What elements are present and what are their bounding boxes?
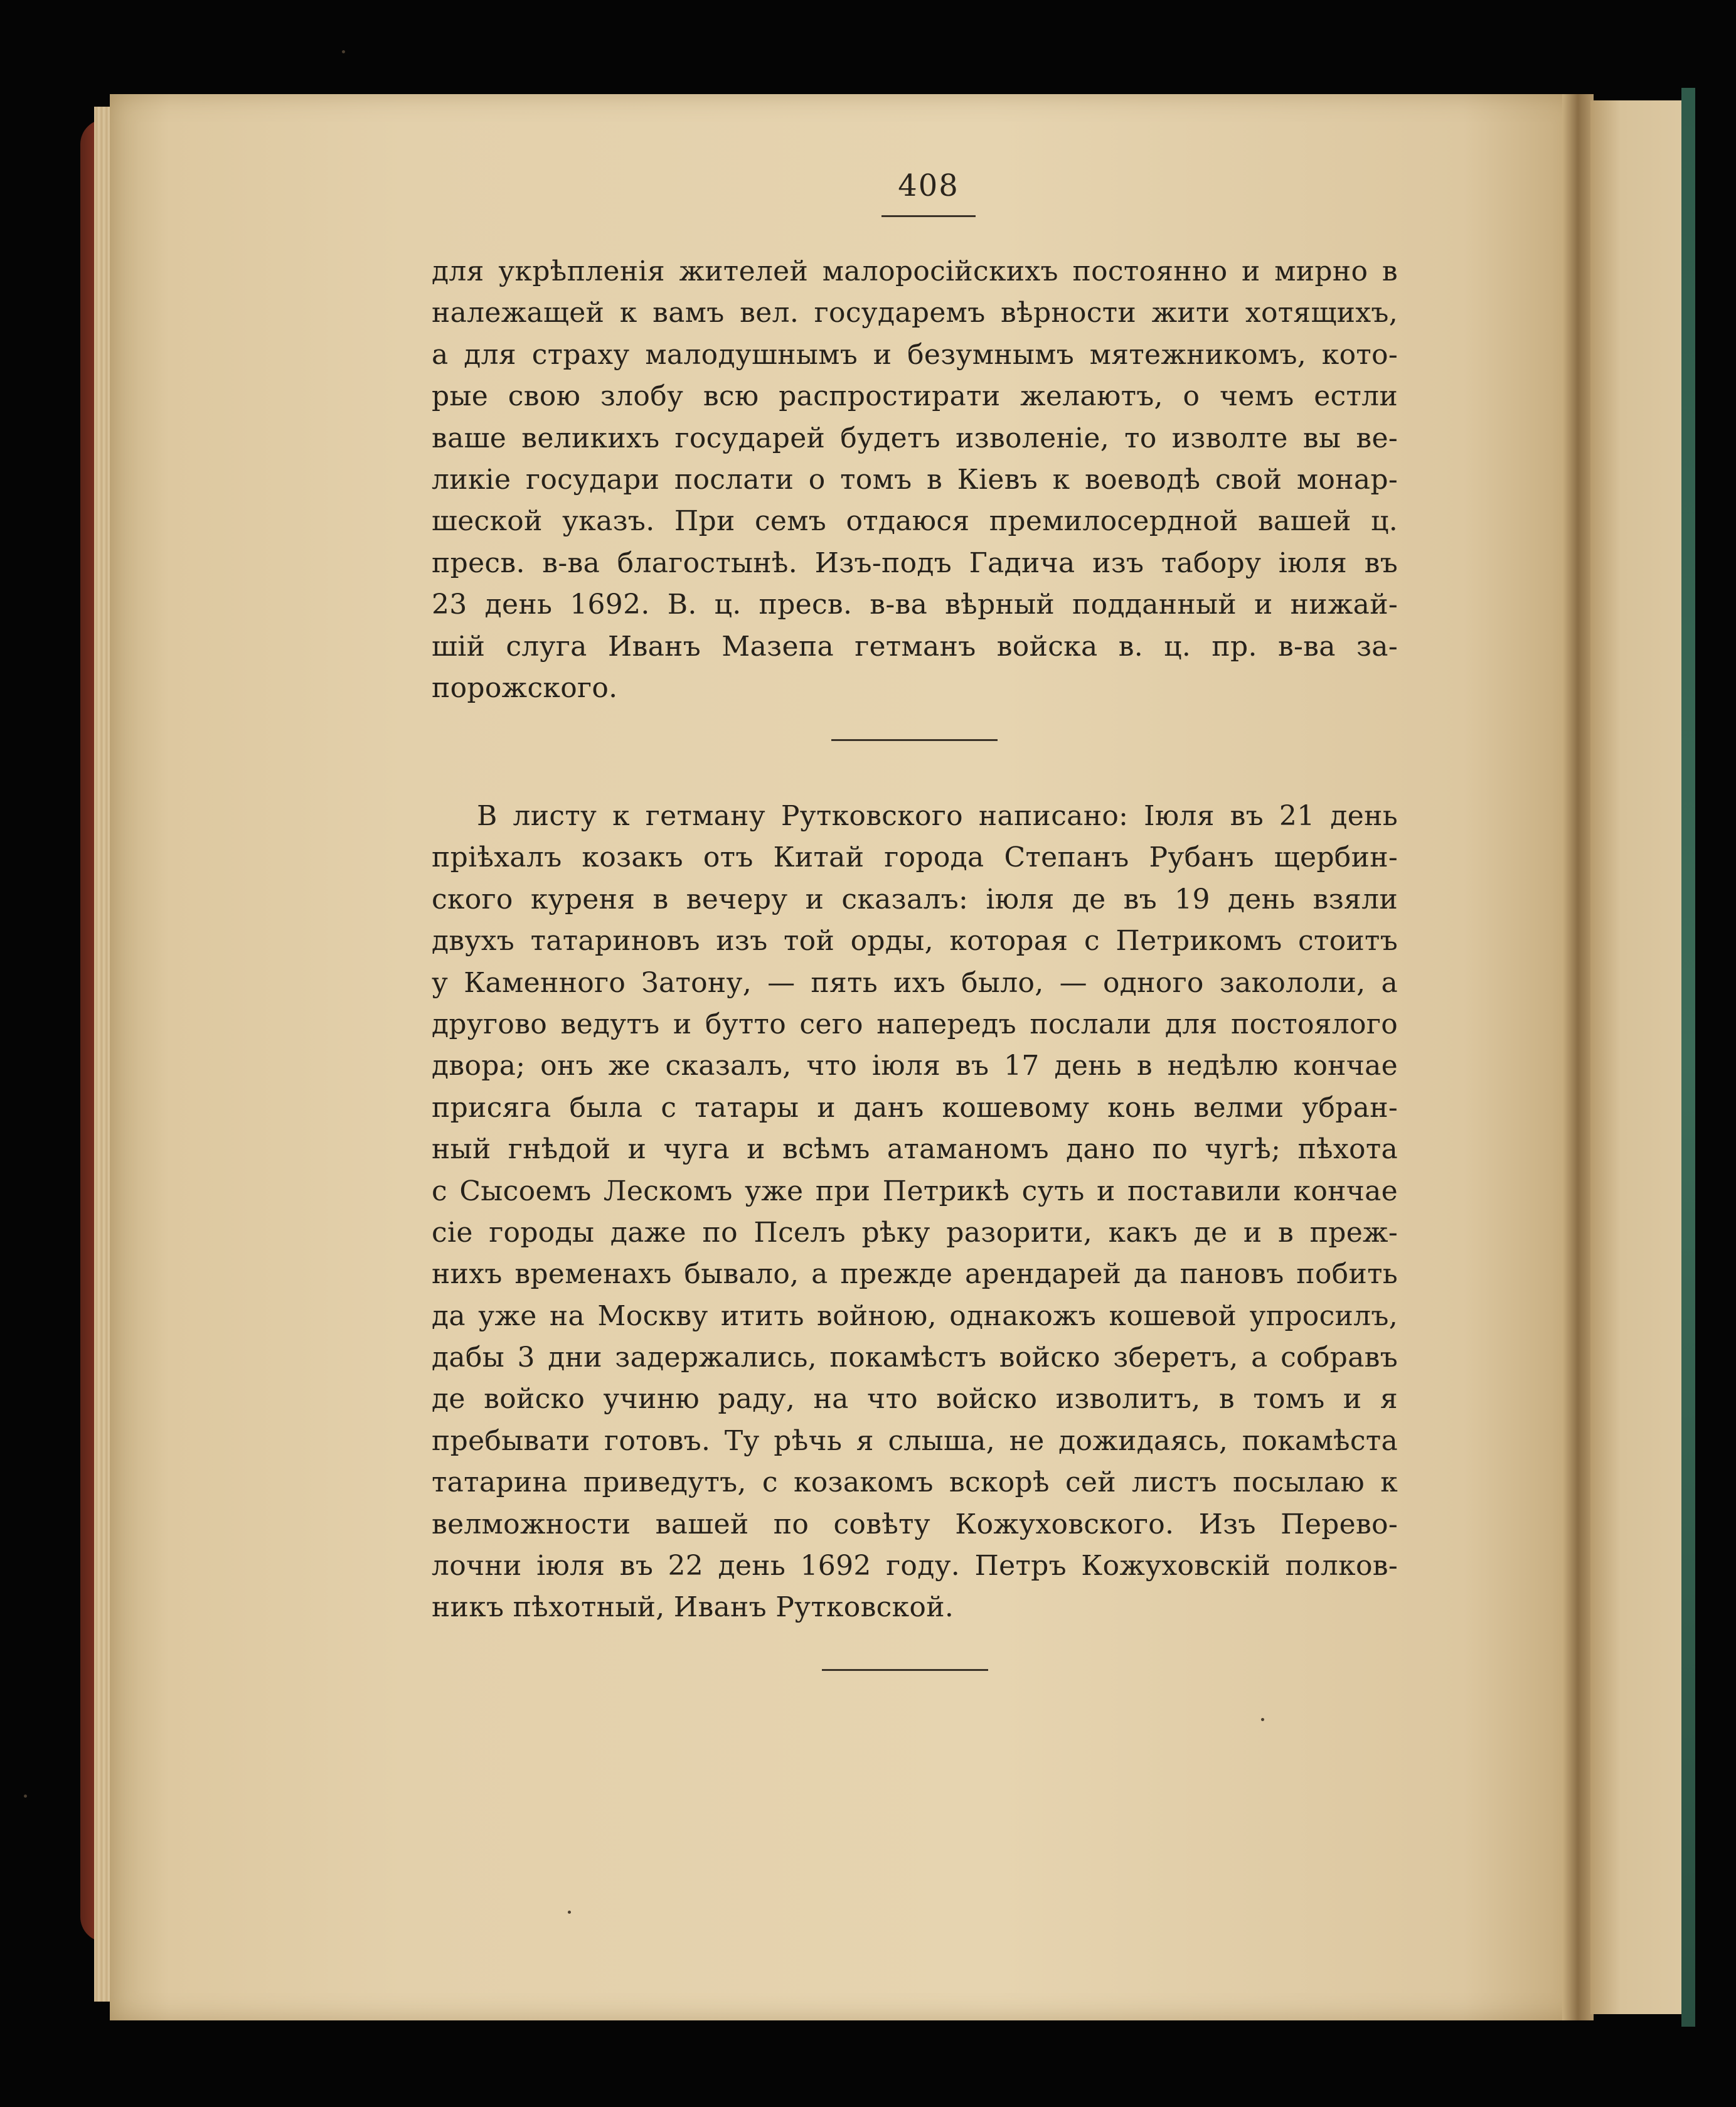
paragraph-letter-end	[432, 251, 1398, 709]
dust-speck	[24, 1795, 27, 1798]
book-binding	[1681, 88, 1695, 2027]
text-line: шеской указъ. При семъ отдаюся премилосердной вашей ц.	[432, 505, 1398, 538]
book-gutter	[1562, 94, 1594, 2020]
text-line: велможности вашей по совѣту Кожуховского. Изъ Перево-	[432, 1508, 1398, 1540]
dust-speck	[342, 50, 345, 53]
text-line: дабы 3 дни задержались, покамѣстъ войско зберетъ, а собравъ	[432, 1342, 1398, 1374]
text-line: татарина приведутъ, с козакомъ вскорѣ сей листъ посылаю к	[432, 1466, 1398, 1499]
text-line: пресв. в-ва благостынѣ. Изъ-подъ Гадича изъ табору іюля въ	[432, 547, 1398, 579]
text-line: рые свою злобу всю распростирати желаютъ, о чемъ естли	[432, 380, 1398, 413]
text-line: присяга была с татары и данъ кошевому конь велми убран-	[432, 1091, 1398, 1124]
text-line: лочни іюля въ 22 день 1692 году. Петръ Кожуховскій полков-	[432, 1550, 1398, 1582]
text-line: ликіе государи послати о томъ в Кіевъ к воеводѣ свой монар-	[432, 463, 1398, 496]
text-line: пребывати готовъ. Ту рѣчь я слыша, не дожидаясь, покамѣста	[432, 1424, 1398, 1457]
text-line: да уже на Москву итить войною, однакожъ кошевой упросилъ,	[432, 1299, 1398, 1332]
text-line: а для страху малодушнымъ и безумнымъ мятежникомъ, кото-	[432, 338, 1398, 371]
text-line: двора; онъ же сказалъ, что іюля въ 17 день в недѣлю кончае	[432, 1050, 1398, 1082]
text-line: другово ведутъ и бутто сего напередъ послали для постоялого	[432, 1008, 1398, 1040]
text-line: двухъ татариновъ изъ той орды, которая с Петрикомъ стоитъ	[432, 925, 1398, 957]
page-number-rule	[881, 215, 976, 217]
text-line: ского куреня в вечеру и сказалъ: іюля де въ 19 день взяли	[432, 883, 1398, 915]
text-line: В листу к гетману Рутковского написано: Іюля въ 21 день	[477, 800, 1398, 832]
text-line: шій слуга Иванъ Мазепа гетманъ войска в. ц. пр. в-ва за-	[432, 630, 1398, 663]
text-line: 23 день 1692. В. ц. пресв. в-ва вѣрный подданный и нижай-	[432, 589, 1398, 621]
section-divider	[831, 739, 998, 741]
text-line: сіе городы даже по Пселъ рѣку разорити, какъ де и в преж-	[432, 1216, 1398, 1249]
text-line: ваше великихъ государей будетъ изволеніе, то изволте вы ве-	[432, 422, 1398, 454]
text-line: с Сысоемъ Лескомъ уже при Петрикѣ суть и поставили кончае	[432, 1175, 1398, 1207]
text-line: нихъ временахъ бывало, а прежде арендарей да пановъ побить	[432, 1258, 1398, 1291]
page-number: 408	[898, 168, 959, 203]
paper-speck	[1261, 1718, 1264, 1721]
paper-speck	[568, 1911, 571, 1914]
text-line: у Каменного Затону, — пять ихъ было, — одного закололи, а	[432, 966, 1398, 999]
facing-page-edge	[1590, 100, 1691, 2014]
text-line: належащей к вамъ вел. государемъ вѣрности жити хотящихъ,	[432, 297, 1398, 329]
section-divider-end	[822, 1669, 988, 1671]
paragraph-rutkovsky-letter	[432, 796, 1398, 1629]
text-line: порожского.	[432, 671, 618, 704]
text-line: для укрѣпленія жителей малоросійскихъ постоянно и мирно в	[432, 255, 1398, 287]
text-line: никъ пѣхотный, Иванъ Рутковской.	[432, 1591, 954, 1624]
text-line: де войско учиню раду, на что войско изволитъ, в томъ и я	[432, 1383, 1398, 1416]
text-line: ный гнѣдой и чуга и всѣмъ атаманомъ дано по чугѣ; пѣхота	[432, 1133, 1398, 1166]
text-line: пріѣхалъ козакъ отъ Китай города Степанъ Рубанъ щербин-	[432, 841, 1398, 874]
